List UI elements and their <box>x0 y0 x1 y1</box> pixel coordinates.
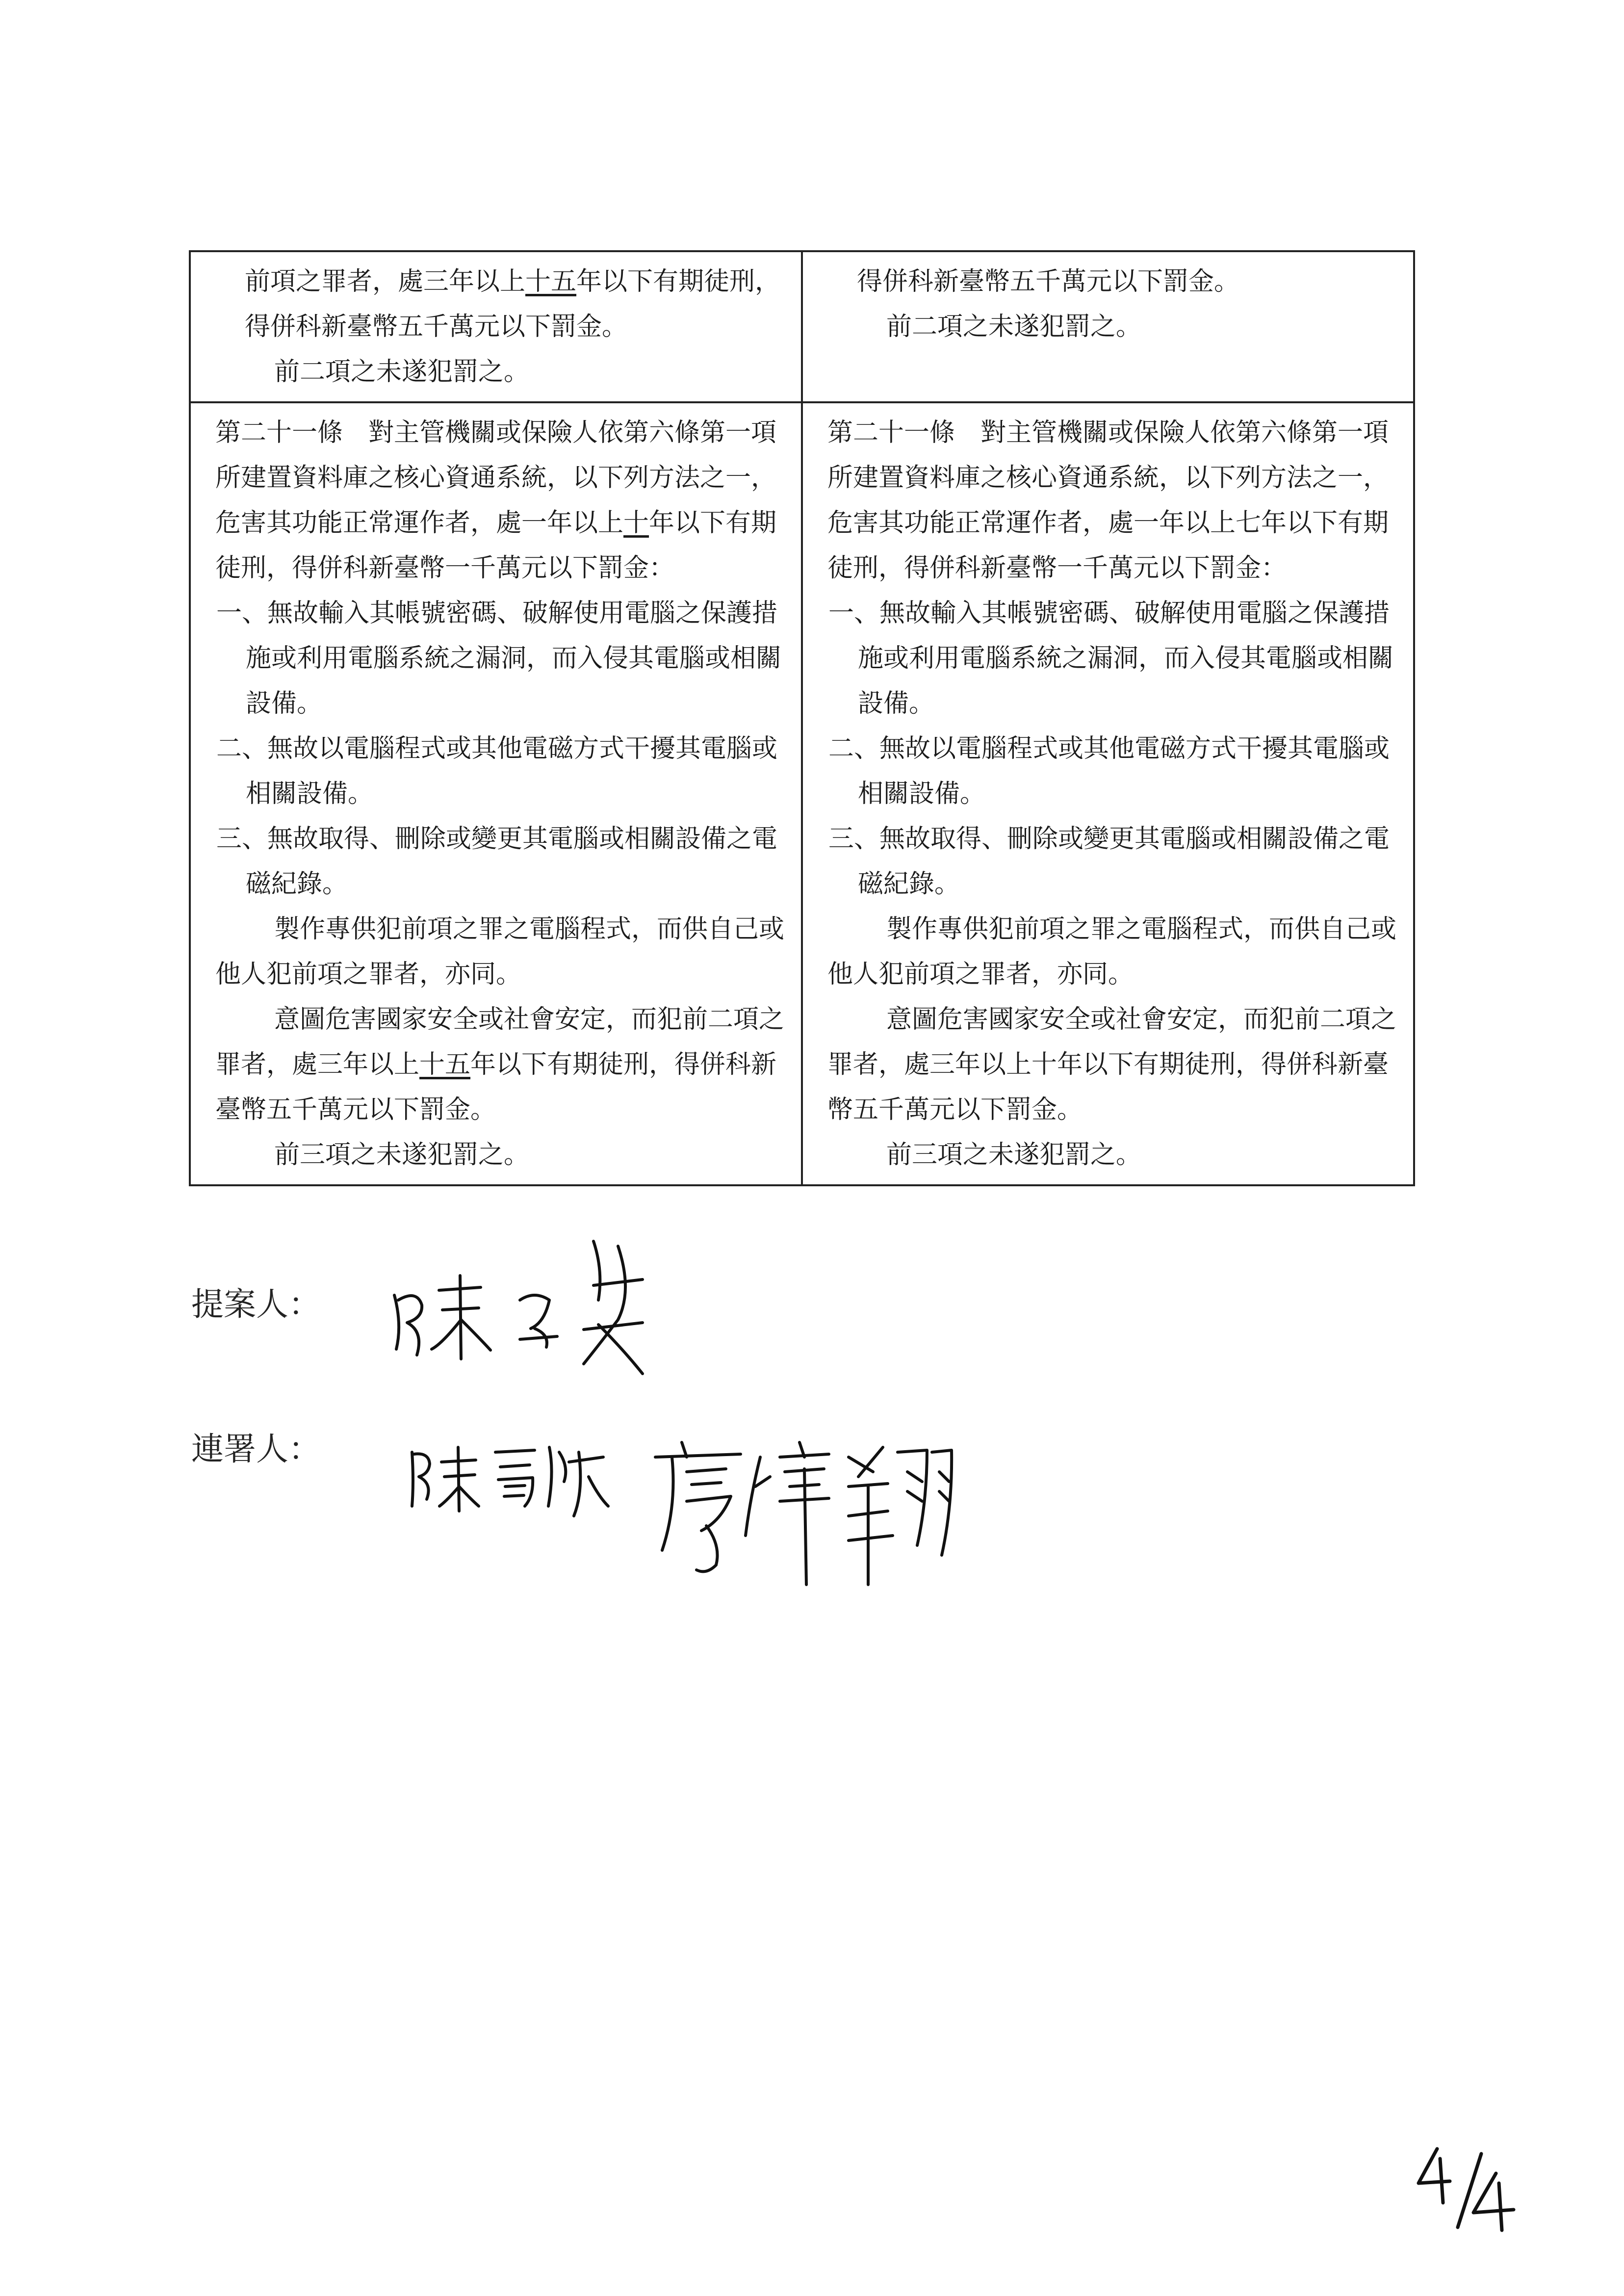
paragraph <box>215 591 784 726</box>
paragraph <box>215 726 784 816</box>
text-run: 一、無故輸入其帳號密碼、破解使用電腦之保護措施或利用電腦系統之漏洞，而入侵其電腦或相關設備。 <box>216 599 782 718</box>
paragraph <box>827 907 1396 997</box>
underlined-amendment: 十五 <box>419 1050 471 1079</box>
paragraph <box>827 816 1396 907</box>
paragraph <box>215 907 784 997</box>
text-run: 年以下有期徒刑，得併科新臺幣一千萬元以下罰金： <box>215 508 777 583</box>
text-run: 第二十一條 對主管機關或保險人依第六條第一項所建置資料庫之核心資通系統，以下列方法之一，危害其功能正常運作者，處一年以上七年以下有期徒刑，得併科新臺幣一千萬元以下罰金： <box>827 418 1389 583</box>
current-text-cell <box>802 251 1414 402</box>
underlined-amendment: 十 <box>623 508 649 538</box>
text-run: 年以下有期徒刑，得併科新臺幣五千萬元以下罰金。 <box>245 267 781 341</box>
table-row <box>190 402 1414 1185</box>
cosigner-signature-2 <box>652 1437 956 1594</box>
text-run: 製作專供犯前項之罪之電腦程式，而供自己或他人犯前項之罪者，亦同。 <box>215 914 785 989</box>
paragraph <box>215 997 784 1132</box>
paragraph <box>215 410 784 591</box>
table-row <box>190 251 1414 402</box>
paragraph <box>215 816 784 907</box>
text-run: 前二項之未遂犯罰之。 <box>886 312 1142 341</box>
amended-text-cell <box>190 402 802 1185</box>
comparison-table <box>189 250 1415 1186</box>
text-run: 製作專供犯前項之罪之電腦程式，而供自己或他人犯前項之罪者，亦同。 <box>827 914 1397 989</box>
text-run: 二、無故以電腦程式或其他電磁方式干擾其電腦或相關設備。 <box>828 734 1390 809</box>
cosigner-signature-1 <box>407 1433 613 1521</box>
amended-text-cell <box>190 251 802 402</box>
paragraph <box>827 304 1396 349</box>
paragraph <box>215 1132 784 1177</box>
paragraph <box>827 259 1396 304</box>
text-run: 一、無故輸入其帳號密碼、破解使用電腦之保護措施或利用電腦系統之漏洞，而入侵其電腦或相關設備。 <box>828 599 1394 718</box>
text-run: 三、無故取得、刪除或變更其電腦或相關設備之電磁紀錄。 <box>828 824 1390 899</box>
paragraph <box>827 1132 1396 1177</box>
cosigner-label: 連署人： <box>191 1430 321 1468</box>
paragraph <box>215 259 784 349</box>
text-run: 前三項之未遂犯罰之。 <box>886 1140 1142 1170</box>
paragraph <box>827 726 1396 816</box>
text-run: 三、無故取得、刪除或變更其電腦或相關設備之電磁紀錄。 <box>216 824 778 899</box>
paragraph <box>215 349 784 394</box>
current-text-cell <box>802 402 1414 1185</box>
text-run: 二、無故以電腦程式或其他電磁方式干擾其電腦或相關設備。 <box>216 734 778 809</box>
text-run: 前二項之未遂犯罰之。 <box>274 357 530 387</box>
text-run: 第二十一條 對主管機關或保險人依第六條第一項所建置資料庫之核心資通系統，以下列方法之一，危害其功能正常運作者，處一年以上 <box>215 418 777 538</box>
text-run: 得併科新臺幣五千萬元以下罰金。 <box>857 267 1240 296</box>
text-run: 前三項之未遂犯罰之。 <box>274 1140 530 1170</box>
paragraph <box>827 997 1396 1132</box>
page-number <box>1413 2144 1521 2234</box>
paragraph <box>827 410 1396 591</box>
paragraph <box>827 591 1396 726</box>
proposer-label: 提案人： <box>191 1285 321 1323</box>
text-run: 意圖危害國家安全或社會安定，而犯前二項之罪者，處三年以上 <box>215 1005 785 1079</box>
text-run: 意圖危害國家安全或社會安定，而犯前二項之罪者，處三年以上十年以下有期徒刑，得併科新臺幣五千萬元以下罰金。 <box>827 1005 1397 1124</box>
proposer-signature <box>387 1226 662 1383</box>
underlined-amendment: 十五 <box>525 267 577 296</box>
text-run: 前項之罪者，處三年以上 <box>245 267 526 296</box>
text-run: 年以下有期徒刑，得併科新臺幣五千萬元以下罰金。 <box>215 1050 777 1124</box>
